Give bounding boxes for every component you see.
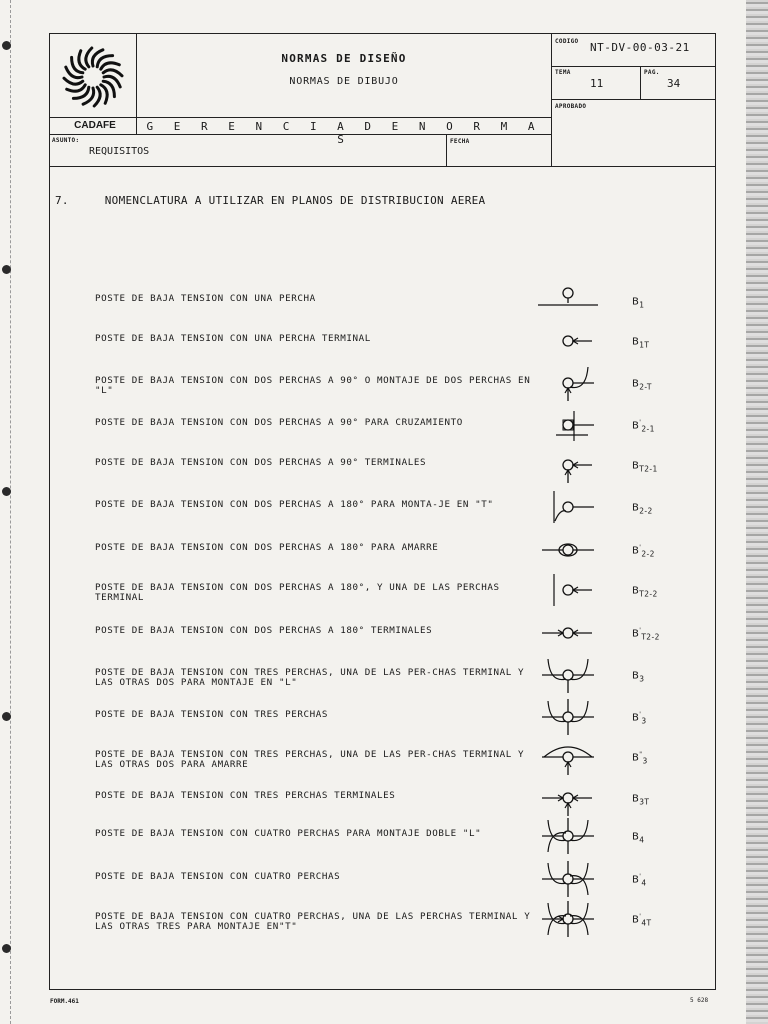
item-code-letter: B bbox=[632, 585, 640, 597]
item-code bbox=[632, 830, 644, 844]
item-code-letter: B bbox=[632, 914, 640, 926]
item-description: POSTE DE BAJA TENSION CON DOS PERCHAS A 180° PARA AMARRE bbox=[95, 542, 439, 553]
scan-edge bbox=[746, 0, 768, 1024]
pole-three-icon bbox=[528, 697, 608, 737]
pole-one-crossarm-terminal-icon bbox=[528, 321, 608, 361]
codigo-divider bbox=[551, 66, 715, 67]
section-heading bbox=[55, 194, 485, 207]
item-code bbox=[632, 792, 649, 806]
asunto-value: REQUISITOS bbox=[89, 146, 150, 157]
binding-margin bbox=[0, 0, 11, 1024]
item-code-prime: ' bbox=[639, 419, 642, 426]
pole-three-tie-icon bbox=[528, 737, 608, 777]
item-code-subscript: 1 bbox=[639, 300, 645, 310]
punch-hole bbox=[2, 712, 11, 721]
item-code-subscript: T2-1 bbox=[639, 464, 658, 474]
punch-hole bbox=[2, 487, 11, 496]
item-code bbox=[632, 873, 647, 887]
item-code-subscript: 2-1 bbox=[641, 424, 655, 434]
pole-two-90-terminals-icon bbox=[528, 445, 608, 485]
item-code-subscript: 4T bbox=[641, 918, 652, 928]
tema-label: TEMA bbox=[555, 69, 571, 76]
punch-hole bbox=[2, 265, 11, 274]
pole-three-terminals-icon bbox=[528, 778, 608, 818]
item-code-subscript: 3 bbox=[641, 716, 647, 726]
item-code-subscript: 2-2 bbox=[639, 506, 653, 516]
item-description: POSTE DE BAJA TENSION CON TRES PERCHAS bbox=[95, 709, 328, 720]
item-code-prime: ' bbox=[639, 627, 642, 634]
item-description: POSTE DE BAJA TENSION CON CUATRO PERCHAS bbox=[95, 871, 341, 882]
item-code-letter: B bbox=[632, 502, 640, 514]
cadafe-sun-logo-icon bbox=[60, 44, 126, 110]
pole-two-180-t-icon bbox=[528, 487, 608, 527]
form-number: FORM.461 bbox=[50, 998, 79, 1005]
item-description: POSTE DE BAJA TENSION CON CUATRO PERCHAS, UNA DE LAS PERCHAS TERMINAL Y LAS OTRAS TRES PARA MONTAJE EN"T" bbox=[95, 911, 531, 932]
codigo-label: CODIGO bbox=[555, 38, 579, 45]
item-code bbox=[632, 913, 651, 927]
item-code-letter: B bbox=[632, 831, 640, 843]
item-description: POSTE DE BAJA TENSION CON TRES PERCHAS, UNA DE LAS PER-CHAS TERMINAL Y LAS OTRAS DOS PARA AMARRE bbox=[95, 749, 525, 770]
item-code-prime: " bbox=[639, 751, 643, 758]
pole-two-180-tie-icon bbox=[528, 530, 608, 570]
page-frame bbox=[49, 33, 716, 990]
item-code-subscript: 3T bbox=[639, 797, 650, 807]
item-description: POSTE DE BAJA TENSION CON UNA PERCHA bbox=[95, 293, 316, 304]
item-code-subscript: 4 bbox=[641, 878, 647, 888]
item-code-letter: B bbox=[632, 336, 640, 348]
pole-two-90-crossing-icon bbox=[528, 405, 608, 445]
item-code-letter: B bbox=[632, 670, 640, 682]
item-code bbox=[632, 377, 652, 391]
item-code-subscript: 3 bbox=[639, 674, 645, 684]
pole-four-t-icon bbox=[528, 899, 608, 939]
item-description: POSTE DE BAJA TENSION CON TRES PERCHAS TERMINALES bbox=[95, 790, 396, 801]
department: G E R E N C I A D E N O R M A S bbox=[146, 120, 542, 146]
item-description: POSTE DE BAJA TENSION CON DOS PERCHAS A 180° PARA MONTA-JE EN "T" bbox=[95, 499, 494, 510]
item-description: POSTE DE BAJA TENSION CON DOS PERCHAS A 90° PARA CRUZAMIENTO bbox=[95, 417, 463, 428]
item-code-letter: B bbox=[632, 420, 640, 432]
item-code-letter: B bbox=[632, 628, 640, 640]
item-code-letter: B bbox=[632, 752, 640, 764]
item-code bbox=[632, 419, 655, 433]
item-code bbox=[632, 584, 658, 598]
page-ref: 5 628 bbox=[690, 997, 709, 1004]
pole-four-icon bbox=[528, 859, 608, 899]
aprobado-label: APROBADO bbox=[555, 103, 587, 110]
doc-subtitle: NORMAS DE DIBUJO bbox=[289, 76, 399, 87]
pag-divider bbox=[640, 66, 641, 99]
item-code-letter: B bbox=[632, 712, 640, 724]
item-code-letter: B bbox=[632, 296, 640, 308]
section-title: NOMENCLATURA A UTILIZAR EN PLANOS DE DISTRIBUCION AEREA bbox=[104, 194, 486, 207]
pole-one-crossarm-icon bbox=[528, 281, 608, 321]
fecha-label: FECHA bbox=[450, 138, 470, 145]
item-code-prime: ' bbox=[639, 711, 642, 718]
header-right-divider bbox=[551, 33, 552, 167]
header-divider bbox=[49, 117, 551, 118]
item-code-subscript: T2-2 bbox=[641, 632, 660, 642]
item-code-prime: ' bbox=[639, 544, 642, 551]
item-code-letter: B bbox=[632, 378, 640, 390]
item-description: POSTE DE BAJA TENSION CON DOS PERCHAS A 90° TERMINALES bbox=[95, 457, 427, 468]
doc-title: NORMAS DE DISEÑO bbox=[281, 52, 407, 65]
item-code bbox=[632, 501, 653, 515]
punch-hole bbox=[2, 944, 11, 953]
tema-divider bbox=[551, 99, 715, 100]
item-code bbox=[632, 627, 660, 641]
pag-value: 34 bbox=[667, 77, 681, 90]
header-bottom bbox=[49, 166, 715, 167]
pole-four-double-l-icon bbox=[528, 816, 608, 856]
item-code bbox=[632, 459, 658, 473]
pole-two-180-one-terminal-icon bbox=[528, 570, 608, 610]
item-description: POSTE DE BAJA TENSION CON TRES PERCHAS, UNA DE LAS PER-CHAS TERMINAL Y LAS OTRAS DOS PARA MONTAJE EN "L" bbox=[95, 667, 525, 688]
item-code-subscript: 2-2 bbox=[641, 549, 655, 559]
item-code-letter: B bbox=[632, 460, 640, 472]
item-code-subscript: 4 bbox=[639, 835, 645, 845]
item-description: POSTE DE BAJA TENSION CON UNA PERCHA TERMINAL bbox=[95, 333, 371, 344]
item-code-subscript: 1T bbox=[639, 340, 650, 350]
item-description: POSTE DE BAJA TENSION CON CUATRO PERCHAS PARA MONTAJE DOBLE "L" bbox=[95, 828, 482, 839]
org-logo-text: CADAFE bbox=[74, 120, 116, 131]
item-code bbox=[632, 751, 648, 765]
item-code bbox=[632, 335, 649, 349]
item-code-letter: B bbox=[632, 793, 640, 805]
pag-label: PAG. bbox=[644, 69, 660, 76]
section-number: 7. bbox=[55, 194, 69, 207]
item-code-letter: B bbox=[632, 545, 640, 557]
item-code bbox=[632, 295, 644, 309]
item-code bbox=[632, 711, 647, 725]
item-code-subscript: 3 bbox=[642, 756, 648, 766]
item-description: POSTE DE BAJA TENSION CON DOS PERCHAS A 90° O MONTAJE DE DOS PERCHAS EN "L" bbox=[95, 375, 531, 396]
item-code-prime: ' bbox=[639, 913, 642, 920]
pole-three-l-icon bbox=[528, 655, 608, 695]
item-code-letter: B bbox=[632, 874, 640, 886]
item-code bbox=[632, 669, 644, 683]
item-code-subscript: T2-2 bbox=[639, 589, 658, 599]
item-code-prime: ' bbox=[639, 873, 642, 880]
codigo-value: NT-DV-00-03-21 bbox=[590, 41, 690, 54]
item-description: POSTE DE BAJA TENSION CON DOS PERCHAS A 180°, Y UNA DE LAS PERCHAS TERMINAL bbox=[95, 582, 500, 603]
tema-value: 11 bbox=[590, 77, 604, 90]
item-code-subscript: 2-T bbox=[639, 382, 652, 392]
asunto-label: ASUNTO: bbox=[52, 137, 80, 144]
pole-two-180-terminals-icon bbox=[528, 613, 608, 653]
item-code bbox=[632, 544, 655, 558]
pole-two-90-l-icon bbox=[528, 363, 608, 403]
punch-hole bbox=[2, 41, 11, 50]
item-description: POSTE DE BAJA TENSION CON DOS PERCHAS A 180° TERMINALES bbox=[95, 625, 433, 636]
